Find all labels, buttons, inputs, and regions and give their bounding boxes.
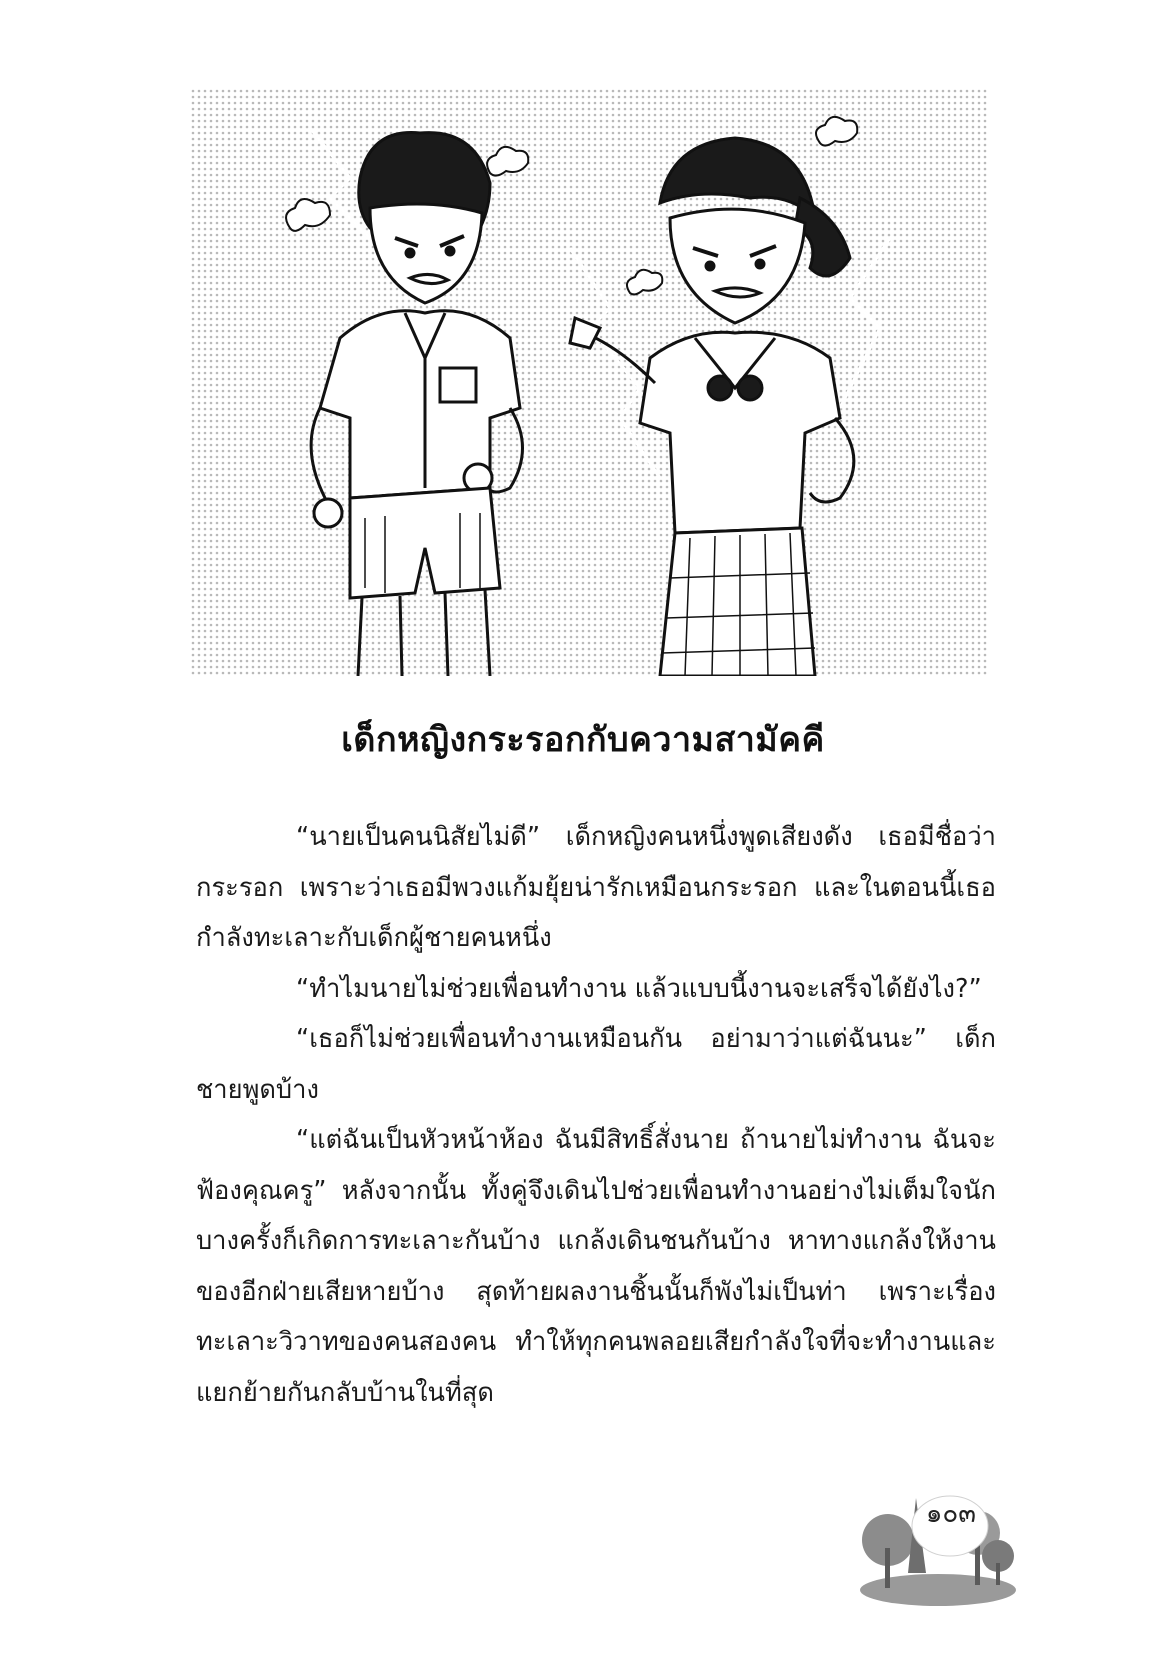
page-number: ๑๐๓ [925,1499,977,1529]
paragraph: “นายเป็นคนนิสัยไม่ดี” เด็กหญิงคนหนึ่งพูดเสียงดัง เธอมีชื่อว่ากระรอก เพราะว่าเธอมีพวงแก้มยุ้ยน่ารักเหมือนกระรอก และในตอนนี้เธอกำลังทะเลาะกับเด็กผู้ชายคนหนึ่ง [196,822,996,953]
paragraph: “เธอก็ไม่ช่วยเพื่อนทำงานเหมือนกัน อย่ามาว่าแต่ฉันนะ” เด็กชายพูดบ้าง [196,1024,996,1105]
page-title: เด็กหญิงกระรอกกับความสามัคคี [341,720,825,760]
paragraph: “ทำไมนายไม่ช่วยเพื่อนทำงาน แล้วแบบนี้งานจะเสร็จได้ยังไง?” [296,973,982,1004]
story-body [196,812,996,1418]
paragraph: “แต่ฉันเป็นหัวหน้าห้อง ฉันมีสิทธิ์สั่งนาย ถ้านายไม่ทำงาน ฉันจะฟ้องคุณครู” หลังจากนั้น ทั้งคู่จึงเดินไปช่วยเพื่อนทำงานอย่างไม่เต็มใจนัก บางครั้งก็เกิดการทะเลาะกันบ้าง แกล้งเดินชนกันบ้าง หาทางแกล้งให้งานของอีกฝ่ายเสียหายบ้าง สุดท้ายผลงานชิ้นนั้นก็พังไม่เป็นท่า เพราะเรื่องทะเลาะวิวาทของคนสองคน ทำให้ทุกคนพลอยเสียกำลังใจที่จะทำงานและแยกย้ายกันกลับบ้านในที่สุด [196,1125,996,1408]
halftone-background [190,88,987,676]
story-illustration [190,88,987,676]
